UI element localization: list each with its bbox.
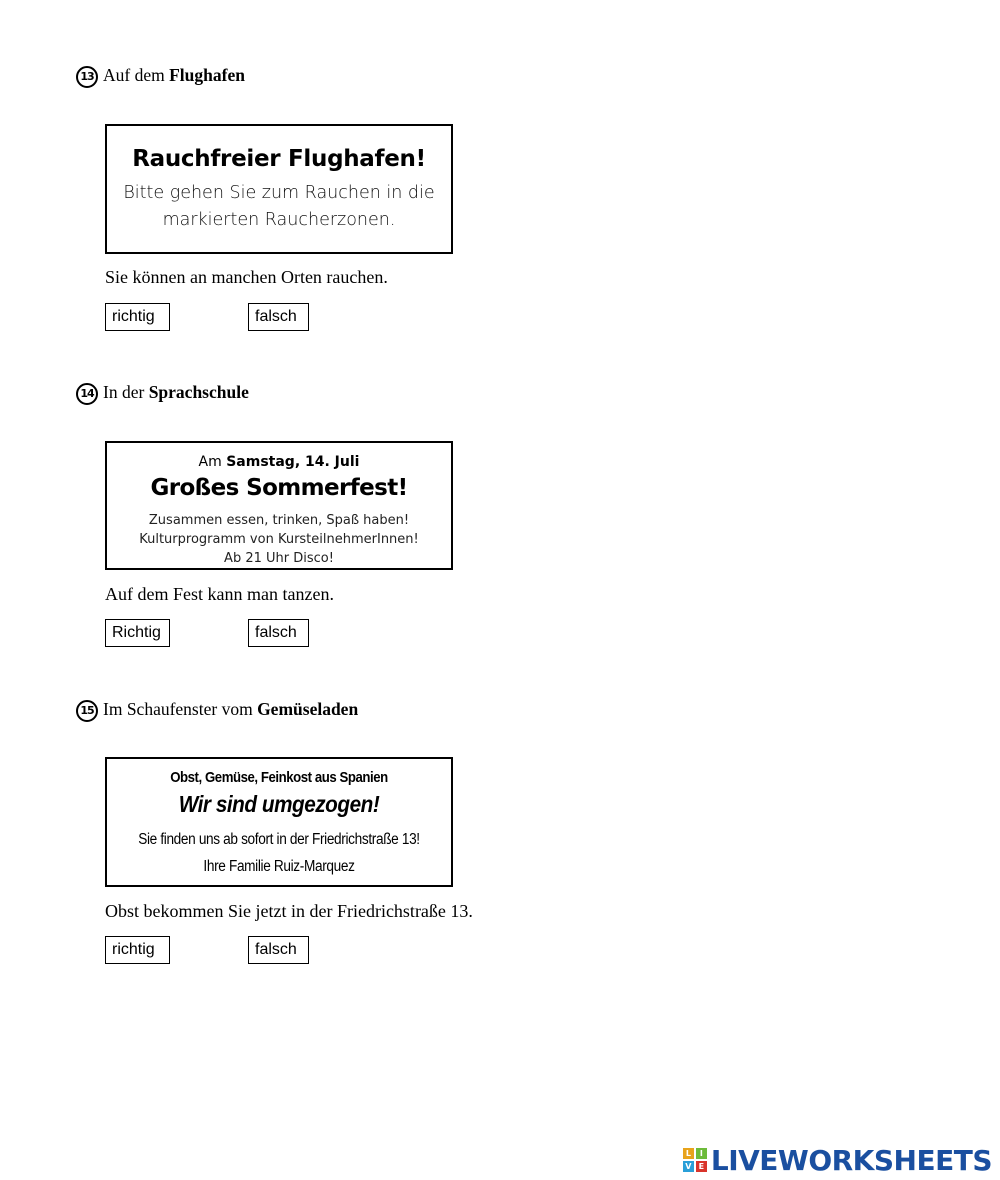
question-number: 15 bbox=[76, 700, 98, 722]
heading-prefix: Auf dem bbox=[103, 65, 165, 85]
question-number: 13 bbox=[76, 66, 98, 88]
sign-line: markierten Raucherzonen. bbox=[162, 210, 396, 230]
question-heading bbox=[76, 379, 249, 405]
richtig-button[interactable]: richtig bbox=[105, 303, 170, 331]
logo-block: E bbox=[696, 1161, 707, 1172]
statement: Auf dem Fest kann man tanzen. bbox=[105, 584, 334, 604]
sign-title: Wir sind umgezogen! bbox=[178, 791, 380, 817]
question-number: 14 bbox=[76, 383, 98, 405]
sign-line: Bitte gehen Sie zum Rauchen in die bbox=[123, 183, 435, 203]
falsch-button[interactable]: falsch bbox=[248, 619, 309, 647]
sign-line: Ihre Familie Ruiz-Marquez bbox=[203, 858, 355, 875]
heading-prefix: Im Schaufenster vom bbox=[103, 699, 253, 719]
richtig-button[interactable]: Richtig bbox=[105, 619, 170, 647]
question-heading bbox=[76, 62, 245, 88]
logo-block: I bbox=[696, 1148, 707, 1159]
heading-prefix: In der bbox=[103, 382, 145, 402]
sign-date-prefix: Am bbox=[198, 454, 222, 470]
statement: Sie können an manchen Orten rauchen. bbox=[105, 267, 388, 287]
logo-block: V bbox=[683, 1161, 694, 1172]
sign-line: Sie finden uns ab sofort in der Friedrichstraße 13! bbox=[138, 831, 420, 848]
logo-blocks-icon bbox=[683, 1148, 707, 1172]
heading-location: Gemüseladen bbox=[257, 699, 359, 719]
sign-line: Kulturprogramm von KursteilnehmerInnen! bbox=[139, 532, 419, 547]
richtig-button[interactable]: richtig bbox=[105, 936, 170, 964]
falsch-button[interactable]: falsch bbox=[248, 303, 309, 331]
logo-text: LIVEWORKSHEETS bbox=[710, 1143, 992, 1177]
sign-title: Großes Sommerfest! bbox=[150, 475, 408, 501]
heading-location: Sprachschule bbox=[148, 382, 249, 402]
sign-airport bbox=[105, 124, 453, 254]
sign-date bbox=[107, 454, 451, 470]
sign-grocery bbox=[105, 757, 453, 887]
statement: Obst bekommen Sie jetzt in der Friedrichstraße 13. bbox=[105, 901, 473, 921]
sign-date-bold: Samstag, 14. Juli bbox=[226, 454, 360, 470]
logo-block: L bbox=[683, 1148, 694, 1159]
sign-subtitle: Obst, Gemüse, Feinkost aus Spanien bbox=[170, 769, 388, 786]
question-heading bbox=[76, 696, 358, 722]
falsch-button[interactable]: falsch bbox=[248, 936, 309, 964]
sign-line: Ab 21 Uhr Disco! bbox=[224, 551, 334, 566]
liveworksheets-logo bbox=[683, 1143, 992, 1177]
sign-title: Rauchfreier Flughafen! bbox=[132, 146, 426, 172]
sign-language-school bbox=[105, 441, 453, 570]
heading-location: Flughafen bbox=[169, 65, 245, 85]
sign-line: Zusammen essen, trinken, Spaß haben! bbox=[148, 513, 410, 528]
